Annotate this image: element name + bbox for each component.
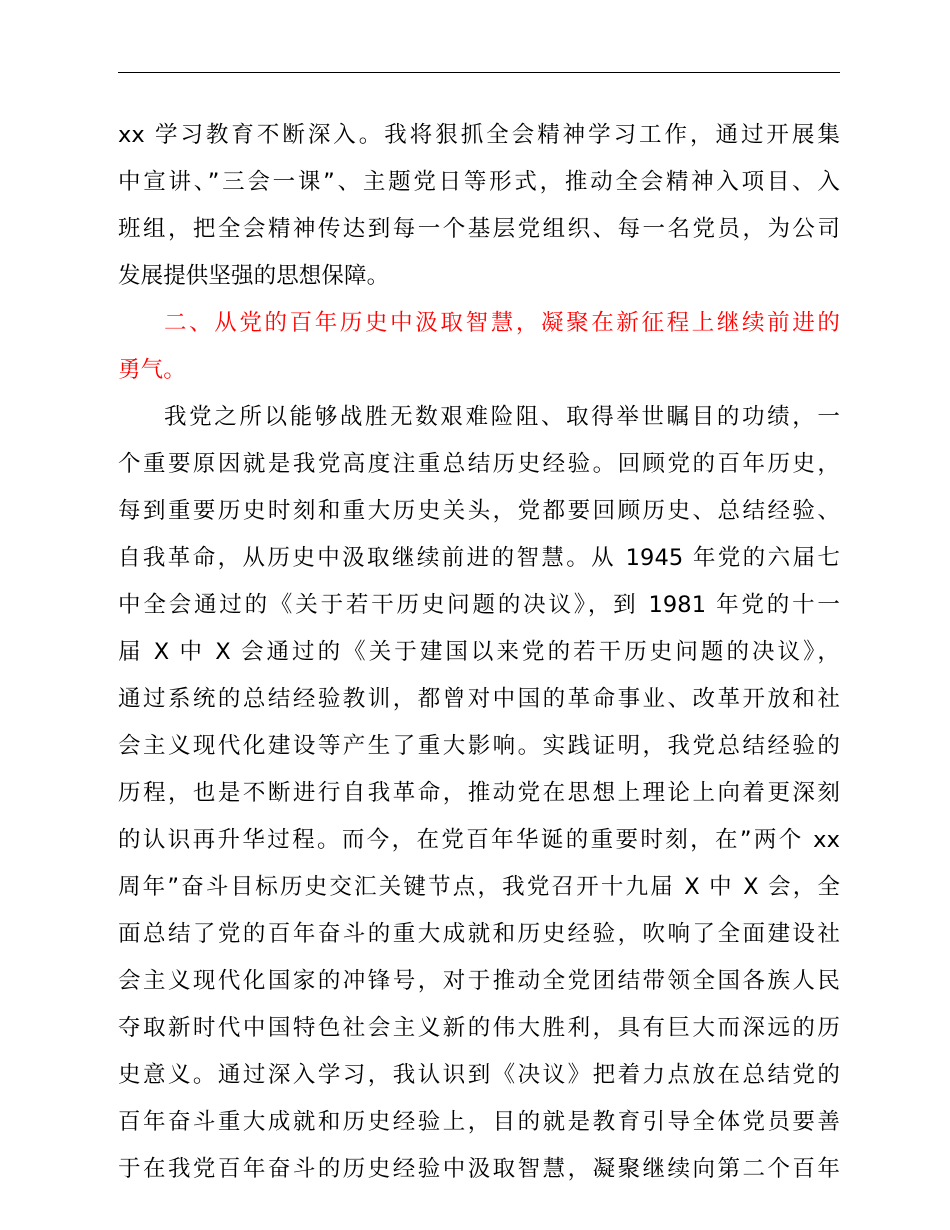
text-line: 自我革命，从历史中汲取继续前进的智慧。从 1945 年党的六届七 bbox=[118, 545, 840, 571]
text-line: 历程，也是不断进行自我革命，推动党在思想上理论上向着更深刻 bbox=[118, 780, 840, 806]
text-line: 中全会通过的《关于若干历史问题的决议》，到 1981 年党的十一 bbox=[118, 592, 840, 618]
text-line: xx 学习教育不断深入。我将狠抓全会精神学习工作，通过开展集 bbox=[118, 122, 840, 148]
text-line: 通过系统的总结经验教训，都曾对中国的革命事业、改革开放和社 bbox=[118, 686, 840, 712]
continuation-paragraph bbox=[118, 112, 840, 300]
text-line: 个重要原因就是我党高度注重总结历史经验。回顾党的百年历史， bbox=[118, 451, 840, 477]
section-heading bbox=[118, 300, 840, 394]
text-line: 中宣讲、”三会一课”、主题党日等形式，推动全会精神入项目、入 bbox=[118, 169, 840, 195]
text-line: 于在我党百年奋斗的历史经验中汲取智慧，凝聚继续向第二个百年 bbox=[118, 1156, 840, 1182]
text-line: 班组，把全会精神传达到每一个基层党组织、每一名党员，为公司 bbox=[118, 216, 840, 242]
text-line: 的认识再升华过程。而今，在党百年华诞的重要时刻，在”两个 xx bbox=[118, 827, 840, 853]
text-line: 会主义现代化建设等产生了重大影响。实践证明，我党总结经验的 bbox=[118, 733, 840, 759]
text-line: 周年”奋斗目标历史交汇关键节点，我党召开十九届 X 中 X 会，全 bbox=[118, 874, 840, 900]
body-paragraph bbox=[118, 394, 840, 1193]
heading-line: 勇气。 bbox=[118, 357, 186, 383]
text-line: 届 X 中 X 会通过的《关于建国以来党的若干历史问题的决议》， bbox=[118, 639, 840, 665]
header-rule bbox=[118, 72, 840, 73]
text-line: 面总结了党的百年奋斗的重大成就和历史经验，吹响了全面建设社 bbox=[118, 921, 840, 947]
text-line: 我党之所以能够战胜无数艰难险阻、取得举世瞩目的功绩，一 bbox=[164, 404, 840, 430]
text-line: 每到重要历史时刻和重大历史关头，党都要回顾历史、总结经验、 bbox=[118, 498, 840, 524]
text-line: 史意义。通过深入学习，我认识到《决议》把着力点放在总结党的 bbox=[118, 1062, 840, 1088]
text-line: 会主义现代化国家的冲锋号，对于推动全党团结带领全国各族人民 bbox=[118, 968, 840, 994]
text-line: 夺取新时代中国特色社会主义新的伟大胜利，具有巨大而深远的历 bbox=[118, 1015, 840, 1041]
text-line: 百年奋斗重大成就和历史经验上，目的就是教育引导全体党员要善 bbox=[118, 1109, 840, 1135]
text-line: 发展提供坚强的思想保障。 bbox=[118, 263, 390, 289]
document-body bbox=[118, 112, 840, 1193]
heading-line: 二、从党的百年历史中汲取智慧，凝聚在新征程上继续前进的 bbox=[164, 310, 840, 336]
